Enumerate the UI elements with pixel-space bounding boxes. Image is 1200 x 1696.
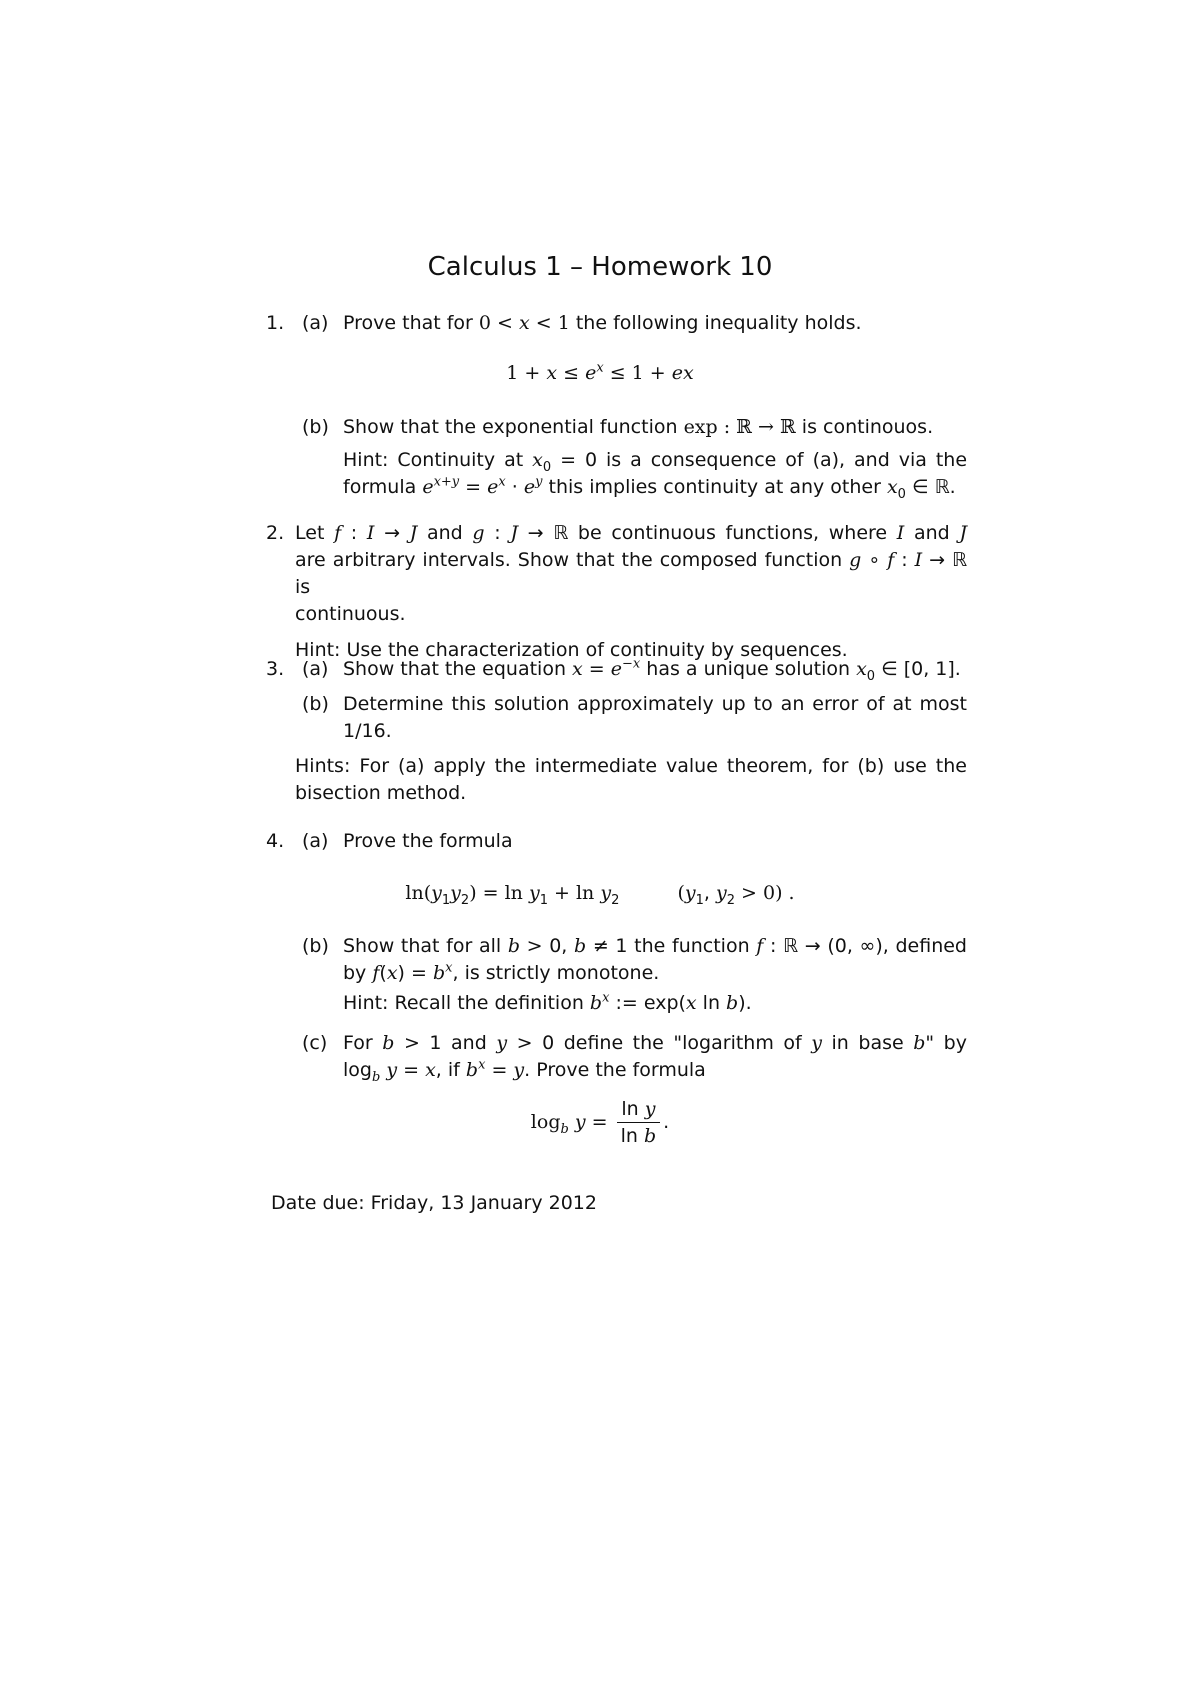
part-label: (b) [302, 416, 329, 438]
problem-number: 1. [266, 312, 285, 334]
part-text: Determine this solution approximately up to an error of at most 1/16. [343, 693, 967, 742]
equation: $\log_b y$ = $\frac{\text{ln y}}{\text{ln b}}$ . [530, 1098, 670, 1147]
due-date: Date due: Friday, 13 January 2012 [271, 1192, 597, 1214]
part-text: Show that the exponential function exp : ℝ → ℝ is continouos. Hint: Continuity at $x_0 = 0$ is a consequence of (a), and via the formula $e^{x+y} = e^x \cdot e^y$ this implies continuity at any other $x_0$ ∈ ℝ. [343, 416, 968, 502]
equation: $\ln(y_1y_2) = \ln y_1 + \ln y_2$ ($y_1$, $y_2 > 0$) . [405, 882, 795, 908]
part-label: (a) [302, 830, 329, 852]
part-label: (a) [302, 658, 329, 680]
hint: Hints: For (a) apply the intermediate value theorem, for (b) use the bisection method. [295, 755, 967, 804]
problem-number: 3. [266, 658, 285, 680]
page-title: Calculus 1 – Homework 10 [427, 252, 773, 282]
part-label: (a) [302, 312, 329, 334]
problem-number: 4. [266, 830, 285, 852]
part-text: Show that for all b > 0, b ≠ 1 the function f : ℝ → (0, ∞), defined by $f(x) = b^x$, is strictly monotone. Hint: Recall the definition $b^x$ := exp(x ln b). [343, 935, 967, 1014]
part-text [343, 310, 967, 337]
equation: $1 + x \le e^x \le 1$ + ex [506, 360, 694, 384]
part-label: (b) [302, 935, 329, 957]
problem-1a-text: Prove that for 0 < x < 1 the following inequality holds. [343, 312, 862, 334]
part-text: Prove the formula [343, 830, 513, 852]
problem-text: Let f : I → J and g : J → ℝ be continuous functions, where I and J are arbitrary intervals. Show that the composed function g ∘ f : I → ℝ is continuous. Hint: Use the characterization of continuity by sequences. [295, 522, 968, 661]
part-label: (c) [302, 1032, 328, 1054]
problem-number: 2. [266, 522, 285, 544]
part-label: (b) [302, 693, 329, 715]
part-text: For b > 1 and y > 0 define the "logarithm of y in base b" by $\log_b y = x$, if $b^x = y$. Prove the formula [343, 1032, 967, 1085]
fraction: $\frac{\text{ln y}}{\text{ln b}}$ [617, 1096, 661, 1149]
part-text: Show that the equation $x = e^{-x}$ has a unique solution $x_0$ ∈ [0, 1]. [343, 656, 961, 684]
